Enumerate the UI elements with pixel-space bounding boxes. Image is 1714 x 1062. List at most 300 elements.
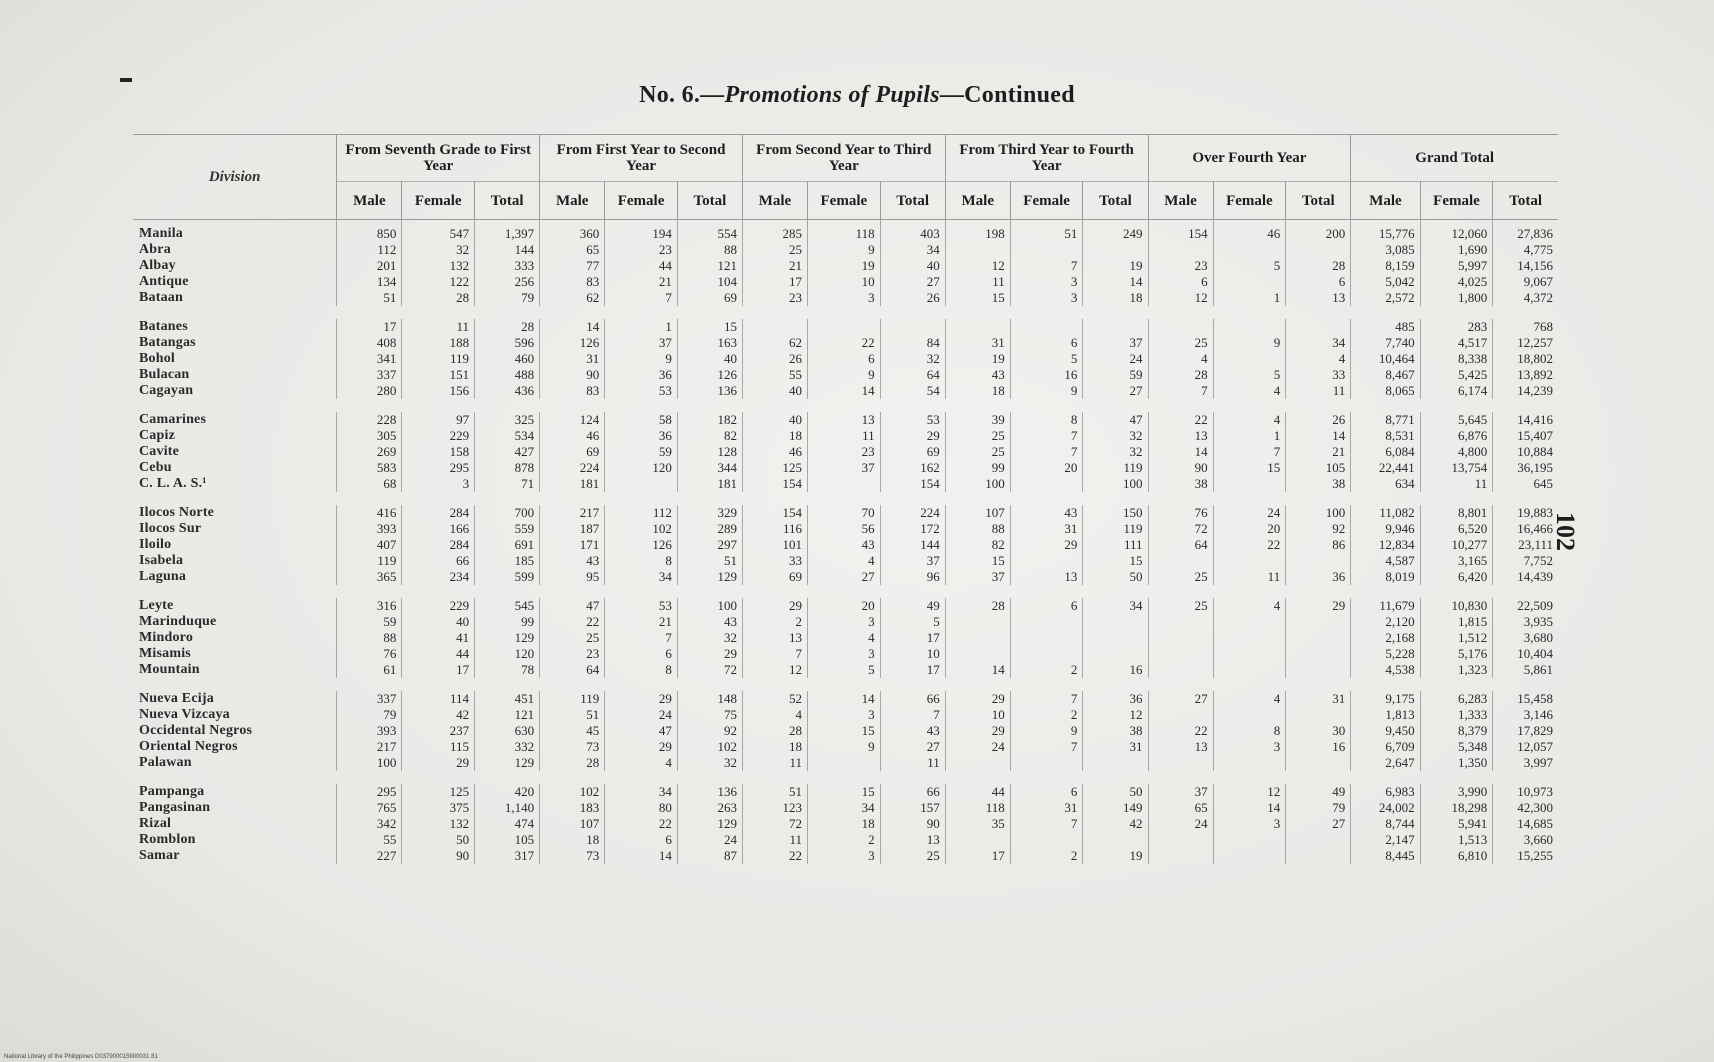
table-cell: 10,277 bbox=[1420, 537, 1493, 553]
table-cell: 17 bbox=[880, 662, 945, 678]
table-cell: 19 bbox=[945, 351, 1010, 367]
table-cell: 6,709 bbox=[1351, 739, 1420, 755]
table-cell bbox=[1286, 614, 1351, 630]
table-cell: 37 bbox=[880, 553, 945, 569]
table-cell: 7 bbox=[1010, 816, 1083, 832]
table-cell: 344 bbox=[677, 460, 742, 476]
division-name: Cagayan bbox=[133, 383, 337, 399]
table-cell bbox=[1010, 614, 1083, 630]
table-cell: 375 bbox=[402, 800, 475, 816]
table-cell: 14 bbox=[1213, 800, 1286, 816]
table-cell: 765 bbox=[337, 800, 402, 816]
table-cell: 25 bbox=[1148, 335, 1213, 351]
table-cell: 12,060 bbox=[1420, 220, 1493, 243]
table-cell: 850 bbox=[337, 220, 402, 243]
table-cell: 40 bbox=[880, 258, 945, 274]
table-cell: 6 bbox=[605, 832, 678, 848]
title-prefix: No. 6. bbox=[639, 82, 701, 108]
table-cell: 97 bbox=[402, 412, 475, 428]
table-cell: 95 bbox=[540, 569, 605, 585]
table-cell: 20 bbox=[1010, 460, 1083, 476]
subheader-female: Female bbox=[1420, 182, 1493, 220]
table-cell: 360 bbox=[540, 220, 605, 243]
table-cell: 436 bbox=[475, 383, 540, 399]
table-cell: 3 bbox=[1213, 816, 1286, 832]
table-cell: 5,941 bbox=[1420, 816, 1493, 832]
table-cell: 7 bbox=[742, 646, 807, 662]
table-cell: 154 bbox=[742, 505, 807, 521]
table-cell: 4,800 bbox=[1420, 444, 1493, 460]
table-cell: 4,517 bbox=[1420, 335, 1493, 351]
table-cell bbox=[945, 319, 1010, 335]
table-cell: 2,647 bbox=[1351, 755, 1420, 771]
table-cell: 11 bbox=[1420, 476, 1493, 492]
table-cell: 90 bbox=[880, 816, 945, 832]
table-cell: 6 bbox=[1010, 598, 1083, 614]
table-cell: 126 bbox=[540, 335, 605, 351]
table-cell: 403 bbox=[880, 220, 945, 243]
table-cell: 10 bbox=[808, 274, 881, 290]
table-cell: 55 bbox=[742, 367, 807, 383]
table-cell: 150 bbox=[1083, 505, 1148, 521]
table-cell: 96 bbox=[880, 569, 945, 585]
table-cell: 32 bbox=[677, 755, 742, 771]
division-name: Abra bbox=[133, 242, 337, 258]
table-cell: 166 bbox=[402, 521, 475, 537]
table-cell: 23,111 bbox=[1518, 537, 1553, 552]
group-header: Over Fourth Year bbox=[1148, 135, 1351, 182]
table-cell: 18,298 bbox=[1420, 800, 1493, 816]
table-cell: 4 bbox=[1148, 351, 1213, 367]
table-cell: 53 bbox=[880, 412, 945, 428]
table-cell: 46 bbox=[742, 444, 807, 460]
table-cell: 3,990 bbox=[1420, 784, 1493, 800]
table-cell: 120 bbox=[605, 460, 678, 476]
table-cell: 71 bbox=[475, 476, 540, 492]
table-row bbox=[133, 755, 1558, 771]
table-cell bbox=[1213, 707, 1286, 723]
table-cell: 8,801 bbox=[1420, 505, 1493, 521]
division-name: Batangas bbox=[133, 335, 337, 351]
table-cell: 83 bbox=[540, 274, 605, 290]
table-cell: 15 bbox=[1083, 553, 1148, 569]
table-cell: 6 bbox=[1286, 274, 1351, 290]
table-cell: 3,146 bbox=[1523, 707, 1553, 722]
table-cell bbox=[1148, 630, 1213, 646]
table-cell: 284 bbox=[402, 505, 475, 521]
table-cell: 227 bbox=[337, 848, 402, 864]
table-cell bbox=[945, 242, 1010, 258]
table-cell: 32 bbox=[1083, 444, 1148, 460]
table-cell: 82 bbox=[945, 537, 1010, 553]
table-cell: 6 bbox=[1010, 335, 1083, 351]
subheader-female: Female bbox=[605, 182, 678, 220]
table-cell: 62 bbox=[540, 290, 605, 306]
table-cell: 53 bbox=[605, 383, 678, 399]
table-cell: 25 bbox=[742, 242, 807, 258]
table-cell: 284 bbox=[402, 537, 475, 553]
table-cell: 217 bbox=[337, 739, 402, 755]
table-cell: 1,333 bbox=[1420, 707, 1493, 723]
table-cell: 30 bbox=[1286, 723, 1351, 739]
table-cell: 51 bbox=[1010, 220, 1083, 243]
table-cell bbox=[808, 755, 881, 771]
division-name: Mindoro bbox=[133, 630, 337, 646]
table-cell bbox=[1010, 476, 1083, 492]
table-cell: 122 bbox=[402, 274, 475, 290]
table-cell: 38 bbox=[1083, 723, 1148, 739]
table-cell: 12,257 bbox=[1517, 335, 1553, 350]
table-cell: 44 bbox=[402, 646, 475, 662]
table-cell: 58 bbox=[605, 412, 678, 428]
table-cell: 295 bbox=[337, 784, 402, 800]
table-cell bbox=[1213, 662, 1286, 678]
table-cell: 43 bbox=[1010, 505, 1083, 521]
table-cell: 14 bbox=[540, 319, 605, 335]
table-cell: 88 bbox=[337, 630, 402, 646]
table-cell: 317 bbox=[475, 848, 540, 864]
table-cell: 3 bbox=[808, 646, 881, 662]
table-cell bbox=[1148, 662, 1213, 678]
division-name: Ilocos Sur bbox=[133, 521, 337, 537]
table-cell: 17 bbox=[337, 319, 402, 335]
table-cell: 18 bbox=[742, 428, 807, 444]
table-cell bbox=[808, 476, 881, 492]
table-cell: 26 bbox=[742, 351, 807, 367]
table-cell: 4 bbox=[1213, 412, 1286, 428]
table-cell: 53 bbox=[605, 598, 678, 614]
table-cell: 47 bbox=[540, 598, 605, 614]
table-cell: 1,690 bbox=[1420, 242, 1493, 258]
table-cell: 4,587 bbox=[1351, 553, 1420, 569]
table-cell: 19 bbox=[1083, 848, 1148, 864]
table-cell: 28 bbox=[1286, 258, 1351, 274]
table-cell bbox=[880, 319, 945, 335]
table-cell: 154 bbox=[880, 476, 945, 492]
table-cell: 23 bbox=[742, 290, 807, 306]
table-cell: 7 bbox=[1010, 444, 1083, 460]
table-cell: 100 bbox=[677, 598, 742, 614]
table-row bbox=[133, 521, 1558, 537]
table-cell bbox=[1286, 662, 1351, 678]
table-cell: 2 bbox=[1010, 707, 1083, 723]
table-row bbox=[133, 537, 1558, 553]
table-cell: 59 bbox=[337, 614, 402, 630]
table-cell: 316 bbox=[337, 598, 402, 614]
table-cell: 14 bbox=[808, 691, 881, 707]
table-cell: 43 bbox=[808, 537, 881, 553]
table-cell: 5,997 bbox=[1420, 258, 1493, 274]
table-cell: 34 bbox=[808, 800, 881, 816]
table-cell: 228 bbox=[337, 412, 402, 428]
table-cell: 365 bbox=[337, 569, 402, 585]
table-cell bbox=[1083, 242, 1148, 258]
table-cell: 15,255 bbox=[1517, 848, 1553, 863]
table-cell: 154 bbox=[1148, 220, 1213, 243]
table-cell: 6 bbox=[1010, 784, 1083, 800]
table-cell: 14 bbox=[945, 662, 1010, 678]
table-cell: 100 bbox=[1083, 476, 1148, 492]
table-cell: 144 bbox=[880, 537, 945, 553]
table-cell: 69 bbox=[540, 444, 605, 460]
division-name: Cebu bbox=[133, 460, 337, 476]
table-cell: 78 bbox=[475, 662, 540, 678]
table-cell: 200 bbox=[1286, 220, 1351, 243]
division-name: Samar bbox=[133, 848, 337, 864]
table-cell: 16 bbox=[1010, 367, 1083, 383]
table-cell: 51 bbox=[742, 784, 807, 800]
table-cell: 119 bbox=[337, 553, 402, 569]
table-cell: 56 bbox=[808, 521, 881, 537]
table-cell: 7,752 bbox=[1523, 553, 1553, 568]
table-cell: 37 bbox=[945, 569, 1010, 585]
table-row bbox=[133, 351, 1558, 367]
table-cell: 20 bbox=[808, 598, 881, 614]
table-cell bbox=[945, 755, 1010, 771]
subheader-total: Total bbox=[1493, 182, 1558, 220]
table-cell: 23 bbox=[808, 444, 881, 460]
table-cell: 19 bbox=[1083, 258, 1148, 274]
table-cell: 34 bbox=[1286, 335, 1351, 351]
table-cell: 50 bbox=[1083, 569, 1148, 585]
table-row bbox=[133, 707, 1558, 723]
subheader-female: Female bbox=[808, 182, 881, 220]
table-cell: 23 bbox=[1148, 258, 1213, 274]
table-cell: 5,645 bbox=[1420, 412, 1493, 428]
table-cell: 118 bbox=[945, 800, 1010, 816]
table-cell: 27 bbox=[1286, 816, 1351, 832]
table-cell: 116 bbox=[742, 521, 807, 537]
table-cell: 90 bbox=[402, 848, 475, 864]
table-cell: 35 bbox=[945, 816, 1010, 832]
table-cell: 29 bbox=[742, 598, 807, 614]
table-cell: 64 bbox=[540, 662, 605, 678]
table-cell: 171 bbox=[540, 537, 605, 553]
table-cell: 32 bbox=[880, 351, 945, 367]
table-cell: 80 bbox=[605, 800, 678, 816]
table-cell: 6,876 bbox=[1420, 428, 1493, 444]
table-cell bbox=[808, 319, 881, 335]
table-cell: 5,042 bbox=[1351, 274, 1420, 290]
table-cell: 485 bbox=[1351, 319, 1420, 335]
division-name: Isabela bbox=[133, 553, 337, 569]
table-cell: 2 bbox=[808, 832, 881, 848]
table-cell: 768 bbox=[1533, 319, 1553, 334]
table-cell: 7 bbox=[1010, 691, 1083, 707]
table-cell bbox=[945, 646, 1010, 662]
table-cell: 599 bbox=[475, 569, 540, 585]
table-cell: 25 bbox=[1148, 598, 1213, 614]
division-name: Ilocos Norte bbox=[133, 505, 337, 521]
table-cell: 100 bbox=[945, 476, 1010, 492]
table-cell: 9,175 bbox=[1351, 691, 1420, 707]
table-cell: 217 bbox=[540, 505, 605, 521]
table-cell: 27,836 bbox=[1517, 226, 1553, 241]
table-cell: 22 bbox=[540, 614, 605, 630]
table-cell: 12 bbox=[1083, 707, 1148, 723]
table-row bbox=[133, 444, 1558, 460]
table-cell: 14,439 bbox=[1517, 569, 1553, 584]
table-cell: 115 bbox=[402, 739, 475, 755]
table-cell: 11 bbox=[402, 319, 475, 335]
table-cell bbox=[605, 476, 678, 492]
table-cell: 4,538 bbox=[1351, 662, 1420, 678]
table-cell: 9,450 bbox=[1351, 723, 1420, 739]
table-cell: 13 bbox=[880, 832, 945, 848]
table-cell: 79 bbox=[337, 707, 402, 723]
table-cell: 2 bbox=[742, 614, 807, 630]
table-cell: 148 bbox=[677, 691, 742, 707]
table-cell: 38 bbox=[1148, 476, 1213, 492]
table-cell: 234 bbox=[402, 569, 475, 585]
table-cell: 126 bbox=[605, 537, 678, 553]
table-cell: 3 bbox=[1010, 290, 1083, 306]
table-cell: 15,407 bbox=[1517, 428, 1553, 443]
table-row bbox=[133, 784, 1558, 800]
table-cell: 31 bbox=[1286, 691, 1351, 707]
table-cell: 1 bbox=[605, 319, 678, 335]
table-cell bbox=[1286, 646, 1351, 662]
table-cell: 40 bbox=[677, 351, 742, 367]
table-cell: 43 bbox=[677, 614, 742, 630]
division-name: Albay bbox=[133, 258, 337, 274]
table-cell bbox=[1213, 351, 1286, 367]
subheader-total: Total bbox=[677, 182, 742, 220]
table-cell: 23 bbox=[605, 242, 678, 258]
table-cell: 10,973 bbox=[1517, 784, 1553, 799]
table-cell bbox=[1286, 707, 1351, 723]
table-cell: 129 bbox=[677, 569, 742, 585]
table-cell: 129 bbox=[677, 816, 742, 832]
table-cell: 72 bbox=[1148, 521, 1213, 537]
table-cell: 256 bbox=[475, 274, 540, 290]
table-cell: 8 bbox=[605, 553, 678, 569]
table-cell: 3,935 bbox=[1523, 614, 1553, 629]
table-cell: 2,572 bbox=[1351, 290, 1420, 306]
division-name: Oriental Negros bbox=[133, 739, 337, 755]
table-cell: 5,348 bbox=[1420, 739, 1493, 755]
table-cell: 9 bbox=[605, 351, 678, 367]
table-cell: 408 bbox=[337, 335, 402, 351]
table-cell: 201 bbox=[337, 258, 402, 274]
table-cell bbox=[1083, 319, 1148, 335]
table-cell bbox=[1010, 319, 1083, 335]
table-cell: 4 bbox=[1213, 691, 1286, 707]
table-row bbox=[133, 739, 1558, 755]
table-cell: 37 bbox=[605, 335, 678, 351]
table-cell: 49 bbox=[880, 598, 945, 614]
table-cell bbox=[945, 614, 1010, 630]
table-cell: 224 bbox=[880, 505, 945, 521]
table-cell: 154 bbox=[742, 476, 807, 492]
table-cell bbox=[1083, 614, 1148, 630]
table-cell: 393 bbox=[337, 521, 402, 537]
table-cell: 65 bbox=[1148, 800, 1213, 816]
table-row bbox=[133, 598, 1558, 614]
table-cell: 474 bbox=[475, 816, 540, 832]
division-name: Antique bbox=[133, 274, 337, 290]
table-cell: 43 bbox=[880, 723, 945, 739]
division-name: Laguna bbox=[133, 569, 337, 585]
table-cell: 420 bbox=[475, 784, 540, 800]
table-cell: 280 bbox=[337, 383, 402, 399]
table-cell: 27 bbox=[880, 274, 945, 290]
table-cell: 32 bbox=[1083, 428, 1148, 444]
table-cell: 9 bbox=[808, 242, 881, 258]
table-cell: 13 bbox=[808, 412, 881, 428]
table-row bbox=[133, 319, 1558, 335]
table-cell: 119 bbox=[540, 691, 605, 707]
table-cell: 111 bbox=[1083, 537, 1148, 553]
table-cell: 21 bbox=[605, 274, 678, 290]
table-cell: 69 bbox=[677, 290, 742, 306]
table-cell: 136 bbox=[677, 383, 742, 399]
table-cell: 2,120 bbox=[1351, 614, 1420, 630]
table-cell: 17,829 bbox=[1517, 723, 1553, 738]
table-cell: 36 bbox=[1286, 569, 1351, 585]
table-cell: 407 bbox=[337, 537, 402, 553]
table-cell: 44 bbox=[605, 258, 678, 274]
table-cell: 18 bbox=[808, 816, 881, 832]
table-cell: 185 bbox=[475, 553, 540, 569]
table-cell: 7 bbox=[1010, 428, 1083, 444]
table-row bbox=[133, 800, 1558, 816]
table-cell: 7 bbox=[605, 630, 678, 646]
table-cell bbox=[1213, 319, 1286, 335]
table-cell: 9 bbox=[1213, 335, 1286, 351]
table-row bbox=[133, 367, 1558, 383]
division-name: C. L. A. S.¹ bbox=[133, 476, 337, 492]
table-row bbox=[133, 816, 1558, 832]
table-cell bbox=[1213, 832, 1286, 848]
table-cell: 11 bbox=[880, 755, 945, 771]
subheader-male: Male bbox=[742, 182, 807, 220]
table-cell bbox=[1010, 755, 1083, 771]
table-cell: 36,195 bbox=[1517, 460, 1553, 475]
table-cell: 17 bbox=[945, 848, 1010, 864]
table-cell: 99 bbox=[475, 614, 540, 630]
table-cell: 645 bbox=[1533, 476, 1553, 491]
table-cell: 163 bbox=[677, 335, 742, 351]
table-cell: 144 bbox=[475, 242, 540, 258]
table-cell: 24 bbox=[1213, 505, 1286, 521]
table-cell: 325 bbox=[475, 412, 540, 428]
table-cell: 1,397 bbox=[475, 220, 540, 243]
table-cell: 249 bbox=[1083, 220, 1148, 243]
table-cell: 70 bbox=[808, 505, 881, 521]
table-cell: 283 bbox=[1420, 319, 1493, 335]
table-cell bbox=[1148, 242, 1213, 258]
table-cell: 295 bbox=[402, 460, 475, 476]
table-cell: 65 bbox=[540, 242, 605, 258]
table-cell: 2,147 bbox=[1351, 832, 1420, 848]
table-cell: 10,884 bbox=[1517, 444, 1553, 459]
table-cell: 10 bbox=[945, 707, 1010, 723]
table-cell: 33 bbox=[742, 553, 807, 569]
table-cell: 14,156 bbox=[1517, 258, 1553, 273]
table-cell: 119 bbox=[1083, 460, 1148, 476]
table-cell: 68 bbox=[337, 476, 402, 492]
table-cell: 102 bbox=[677, 739, 742, 755]
table-cell: 8,771 bbox=[1351, 412, 1420, 428]
table-cell: 49 bbox=[1286, 784, 1351, 800]
table-cell bbox=[1148, 707, 1213, 723]
table-cell: 105 bbox=[1286, 460, 1351, 476]
table-cell: 39 bbox=[945, 412, 1010, 428]
table-cell: 182 bbox=[677, 412, 742, 428]
table-cell: 86 bbox=[1286, 537, 1351, 553]
table-cell: 10,830 bbox=[1420, 598, 1493, 614]
